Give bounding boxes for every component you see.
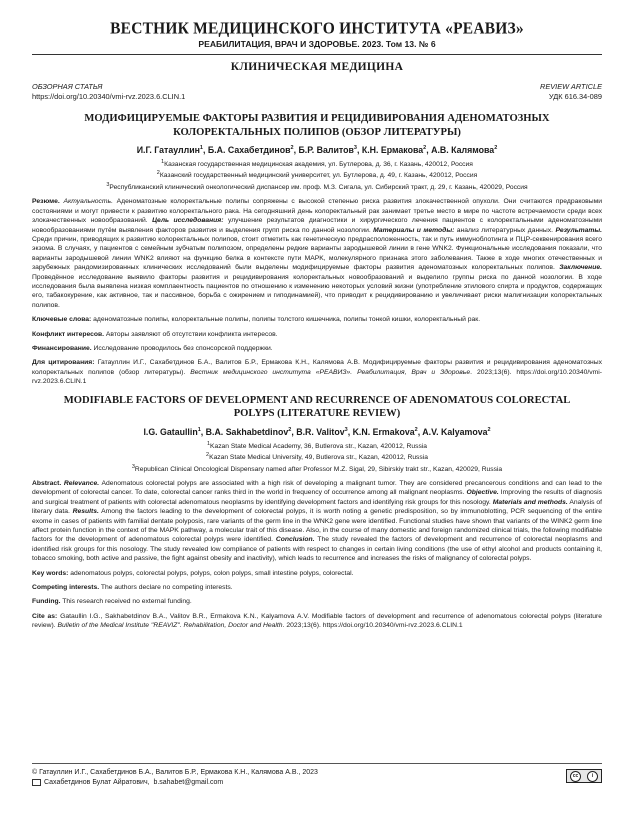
- article-type-en: REVIEW ARTICLE: [539, 82, 602, 91]
- author-name: Б.Р. Валитов: [298, 145, 354, 155]
- article-title-ru: МОДИФИЦИРУЕМЫЕ ФАКТОРЫ РАЗВИТИЯ И РЕЦИДИВИРОВАНИЯ АДЕНОМАТОЗНЫХ КОЛОРЕКТАЛЬНЫХ ПОЛИПОВ (ОБЗОР ЛИТЕРАТУРЫ): [84, 113, 550, 138]
- article-title-en: MODIFIABLE FACTORS OF DEVELOPMENT AND RECURRENCE OF ADENOMATOUS COLORECTAL POLYPS (LITERATURE REVIEW): [63, 394, 571, 420]
- citation-ru: [32, 358, 602, 386]
- page-footer: [32, 763, 602, 788]
- abstract-fragment: Improving the results of diagnosis and surgical treatment of patients with colorectal adenomatous neoplasms by identifying development factors and identifying risk groups for this nosology.: [32, 489, 602, 506]
- abstract-text-en: [32, 480, 602, 562]
- abstract-fragment: Проведённое исследование выявило факторы развития и рецидивирования колоректальных новообразований и выделило группы риска по данной нозологии. В ходе исследования была выявлена низкая комплаентность пациентов по отношению к изменению некоторых условий жизни (употребление этилового спирта и продуктов, содержащих его, табакокурение, как активное, так и пассивное, борьба с ожирением и гиподинамией), что приводит к рецидивированию и увеличивает риски малигнизации колоректальных полипов.: [32, 273, 602, 309]
- abstract-fragment: Результаты.: [555, 226, 602, 234]
- corresponding-name: Сахабетдинов Булат Айратович,: [44, 779, 150, 786]
- conflict-text-ru: Авторы заявляют об отсутствии конфликта интересов.: [104, 330, 278, 338]
- header-divider: [32, 54, 602, 55]
- cite-label-en: Cite as:: [32, 612, 58, 620]
- abstract-fragment: Актуальность.: [63, 198, 113, 206]
- funding-label-en: Funding.: [32, 598, 61, 606]
- author-affiliation-mark: 2: [423, 145, 427, 152]
- conflict-en: [32, 583, 602, 592]
- abstract-ru: [32, 197, 602, 310]
- cite-journal-en: Bulletin of the Medical Institute "REAVIZ". Rehabilitation, Doctor and Health: [57, 622, 283, 630]
- affiliations-en: [32, 440, 602, 474]
- abstract-fragment: Заключение.: [559, 264, 602, 272]
- author-list-en: I.G. Gataullin$^1$, B.A. Sakhabetdinov$^2$, B.R. Valitov$^3$, K.N. Ermakova$^2$, A.V. Kalyamova$^2$: [143, 426, 491, 437]
- abstract-fragment: Conclusion.: [275, 536, 315, 544]
- footer-divider: [32, 763, 602, 764]
- abstract-text-ru: [32, 198, 602, 308]
- corresponding-author: [32, 778, 602, 788]
- envelope-icon: [32, 779, 41, 786]
- funding-text-en: This research received no external funding.: [60, 598, 192, 606]
- abstract-fragment: Цель исследования:: [152, 217, 224, 225]
- author-affiliation-mark: 2: [414, 426, 418, 433]
- affiliations-ru: [32, 158, 602, 192]
- author-affiliation-mark: 3: [353, 145, 357, 152]
- doi-link[interactable]: https://doi.org/10.20340/vmi-rvz.2023.6.CLIN.1: [32, 91, 186, 101]
- email-link[interactable]: b.sahabet@gmail.com: [153, 779, 224, 786]
- abstract-en: [32, 479, 602, 564]
- conflict-ru: [32, 330, 602, 339]
- keywords-label-en: Key words:: [32, 569, 69, 577]
- conflict-label-ru: Конфликт интересов.: [32, 330, 105, 338]
- author-affiliation-mark: 2: [487, 426, 491, 433]
- citation-en: [32, 612, 602, 631]
- cite-text-en: Gataullin I.G., Sakhabetdinov B.A., Valitov B.R., Ermakova K.N., Kalyamova A.V. Modifiable factors of development and recurrence of adenomatous colorectal polyps (literature review).: [32, 612, 602, 630]
- abstract-label-ru: Резюме.: [32, 198, 60, 206]
- affiliation-line: $^3$Республиканский клинический онкологический диспансер им. проф. М.З. Сигала, ул. Сибирский тракт, д. 29, г. Казань, 420029, Россия: [106, 181, 528, 192]
- author-name: A.V. Kalyamova: [422, 426, 488, 437]
- author-affiliation-mark: 3: [344, 426, 348, 433]
- author-list-ru: И.Г. Гатауллин$^1$, Б.А. Сахабетдинов$^2$, Б.Р. Валитов$^3$, К.Н. Ермакова$^2$, А.В. Калямова$^2$: [136, 145, 498, 155]
- section-heading: КЛИНИЧЕСКАЯ МЕДИЦИНА: [230, 61, 404, 73]
- author-name: I.G. Gataullin: [143, 426, 198, 437]
- author-name: B.A. Sakhabetdinov: [205, 426, 289, 437]
- author-affiliation-mark: 2: [288, 426, 292, 433]
- udk-code: УДК 616.34-089: [548, 91, 602, 101]
- funding-text-ru: Исследование проводилось без спонсорской поддержки.: [91, 345, 273, 352]
- author-affiliation-mark: 2: [494, 145, 498, 152]
- copyright-line: © Гатауллин И.Г., Сахабетдинов Б.А., Валитов Б.Р., Ермакова К.Н., Калямова А.В., 2023: [32, 769, 318, 776]
- keywords-text-en: adenomatous polyps, colorectal polyps, polyps, colon polyps, small intestine polyps, colorectal.: [68, 569, 354, 577]
- keywords-ru: [32, 315, 602, 324]
- keywords-text-ru: аденоматозные полипы, колоректальные полипы, полипы толстого кишечника, полипы тонкой кишки, колоректальный рак.: [91, 316, 481, 324]
- funding-en: [32, 597, 602, 606]
- affiliation-line: $^3$Republican Clinical Oncological Dispensary named after Professor M.Z. Sigal, 29, Sibirskiy trakt str., Kazan, 420029, Russia: [131, 463, 503, 473]
- author-name: Б.А. Сахабетдинов: [207, 145, 291, 155]
- author-affiliation-mark: 1: [199, 145, 203, 152]
- cite-tail-en: . 2023;13(6). https://doi.org/10.20340/vmi-rvz.2023.6.CLIN.1: [282, 622, 463, 630]
- conflict-text-en: The authors declare no competing interests.: [99, 584, 233, 591]
- abstract-label-en: Abstract.: [32, 479, 62, 487]
- abstract-fragment: Materials and methods.: [492, 498, 568, 506]
- cite-label-ru: Для цитирования:: [32, 359, 95, 367]
- funding-label-ru: Финансирование.: [32, 345, 92, 352]
- cc-by-license-icon[interactable]: [566, 769, 602, 783]
- abstract-fragment: Среди причин, приводящих к развитию колоректальных полипов, стоит отметить как генетическую предрасположенность, так и путь иммуноблотинга и ПЦР-секвенирования всего экзома. В случаях, у пациентов с семейным зубчатым полипозом, определены редкие варианты зародышевой линии в гене WNK2. Функциональные исследования показали, что варианты зародышевой линии WNK2 влияют на функцию белка в контексте пути MAPK, молекулярного признака этого заболевания. Также в ходе многих отечественных и зарубежных рандомизированных клинических исследований были выделены модифицируемые факторы развития аденоматозных колоректальных полипов.: [32, 235, 602, 272]
- abstract-fragment: The study revealed the factors of development and recurrence of colorectal neoplasms and identified risk groups for this nosology. The study revealed low compliance of patients with respect to changes in certain living conditions (the use of ethyl alcohol and products containing it, tobacco smoking, both active and passive, the fight against obesity and inactivity), which leads to recurrence and increases the risks of malignancy of colorectal polyps.: [32, 536, 602, 563]
- affiliation-line: $^1$Kazan State Medical Academy, 36, Butlerova str., Kazan, 420012, Russia: [206, 440, 428, 450]
- funding-ru: [32, 344, 602, 353]
- cite-text-ru: Гатауллин И.Г., Сахабетдинов Б.А., Валитов Б.Р., Ермакова К.Н., Калямова А.В. Модифицируемые факторы развития и рецидивирования аденоматозных колоректальных полипов (обзор литературы).: [32, 359, 602, 376]
- keywords-en: [32, 569, 602, 578]
- author-affiliation-mark: 1: [197, 426, 201, 433]
- author-name: И.Г. Гатауллин: [136, 145, 200, 155]
- author-affiliation-mark: 2: [290, 145, 294, 152]
- keywords-label-ru: Ключевые слова:: [32, 316, 92, 324]
- author-name: K.N. Ermakova: [352, 426, 415, 437]
- article-type-ru: ОБЗОРНАЯ СТАТЬЯ: [32, 82, 103, 91]
- abstract-fragment: Among the factors leading to the development of colorectal polyps, it is worth noting a genetic predisposition, so by immunoblotting, PCR sequencing of the entire exome in cases of patients with familial dentate polyposis, rare variants of the germ line in the WNK2 gene were identified. Functional studies have shown that variants of the WINK2 germ line affect protein function in the context of the MAPK pathway, a molecular trait of this disease. Also, in the course of many domestic and foreign randomized clinical trials, the following modifiable factors for the development of adenomatous colorectal polyps were identified.: [32, 508, 602, 544]
- abstract-fragment: Results.: [72, 508, 99, 516]
- doi-row: [32, 92, 602, 102]
- affiliation-line: $^2$Kazan State Medical University, 49, Butlerova str., Kazan, 420012, Russia: [206, 452, 428, 462]
- article-page: [32, 20, 602, 631]
- abstract-fragment: Adenomatous colorectal polyps are associated with a high risk of developing a malignant tumor. They are considered precancerous conditions and can lead to the development of colorectal cancer. To date, colorectal cancer ranks third in the world in frequency of occurrence among all malignant neoplasms.: [32, 479, 602, 497]
- journal-subtitle: РЕАБИЛИТАЦИЯ, ВРАЧ И ЗДОРОВЬЕ. 2023. Том 13. № 6: [198, 39, 436, 49]
- abstract-fragment: анализ литературных данных.: [454, 226, 556, 234]
- affiliation-line: $^2$Казанский государственный медицинский университет, ул. Бутлерова, д. 49, г. Казань, 420012, Россия: [156, 170, 478, 180]
- abstract-fragment: Relevance.: [63, 479, 100, 487]
- abstract-fragment: Analysis of literary data.: [32, 498, 602, 516]
- abstract-fragment: Материалы и методы:: [373, 226, 455, 234]
- journal-title: ВЕСТНИК МЕДИЦИНСКОГО ИНСТИТУТА «РЕАВИЗ»: [110, 19, 524, 38]
- abstract-fragment: Objective.: [466, 489, 499, 497]
- cite-tail-ru: . 2023;13(6). https://doi.org/10.20340/vmi-rvz.2023.6.CLIN.1: [32, 368, 602, 386]
- affiliation-line: $^1$Казанская государственная медицинская академия, ул. Бутлерова, д. 36, г. Казань, 420012, Россия: [161, 159, 473, 169]
- author-name: К.Н. Ермакова: [361, 145, 424, 155]
- abstract-fragment: Аденоматозные колоректальные полипы сопряжены с высокой степенью риска развития злокачественной опухоли. Они считаются предраковыми состояниями и могут привести к развитию колоректального рака. На сегодняшний день колоректальный рак занимает третье место в мире по частоте встречаемости среди всех злокачественных новообразований.: [32, 198, 602, 225]
- article-type-row: [32, 82, 602, 92]
- conflict-label-en: Competing interests.: [32, 584, 100, 591]
- author-name: А.В. Калямова: [431, 145, 495, 155]
- by-icon: i: [587, 771, 598, 782]
- author-name: B.R. Valitov: [296, 426, 345, 437]
- cc-icon: cc: [570, 771, 581, 782]
- abstract-fragment: улучшение результатов диагностики и хирургического лечения пациентов с колоректальными аденоматозными новообразованиями путём выявления факторов развития и выделения групп риска по данной нозологии.: [32, 217, 602, 234]
- cite-journal-ru: Вестник медицинского института «РЕАВИЗ». Реабилитация, Врач и Здоровье: [190, 368, 471, 376]
